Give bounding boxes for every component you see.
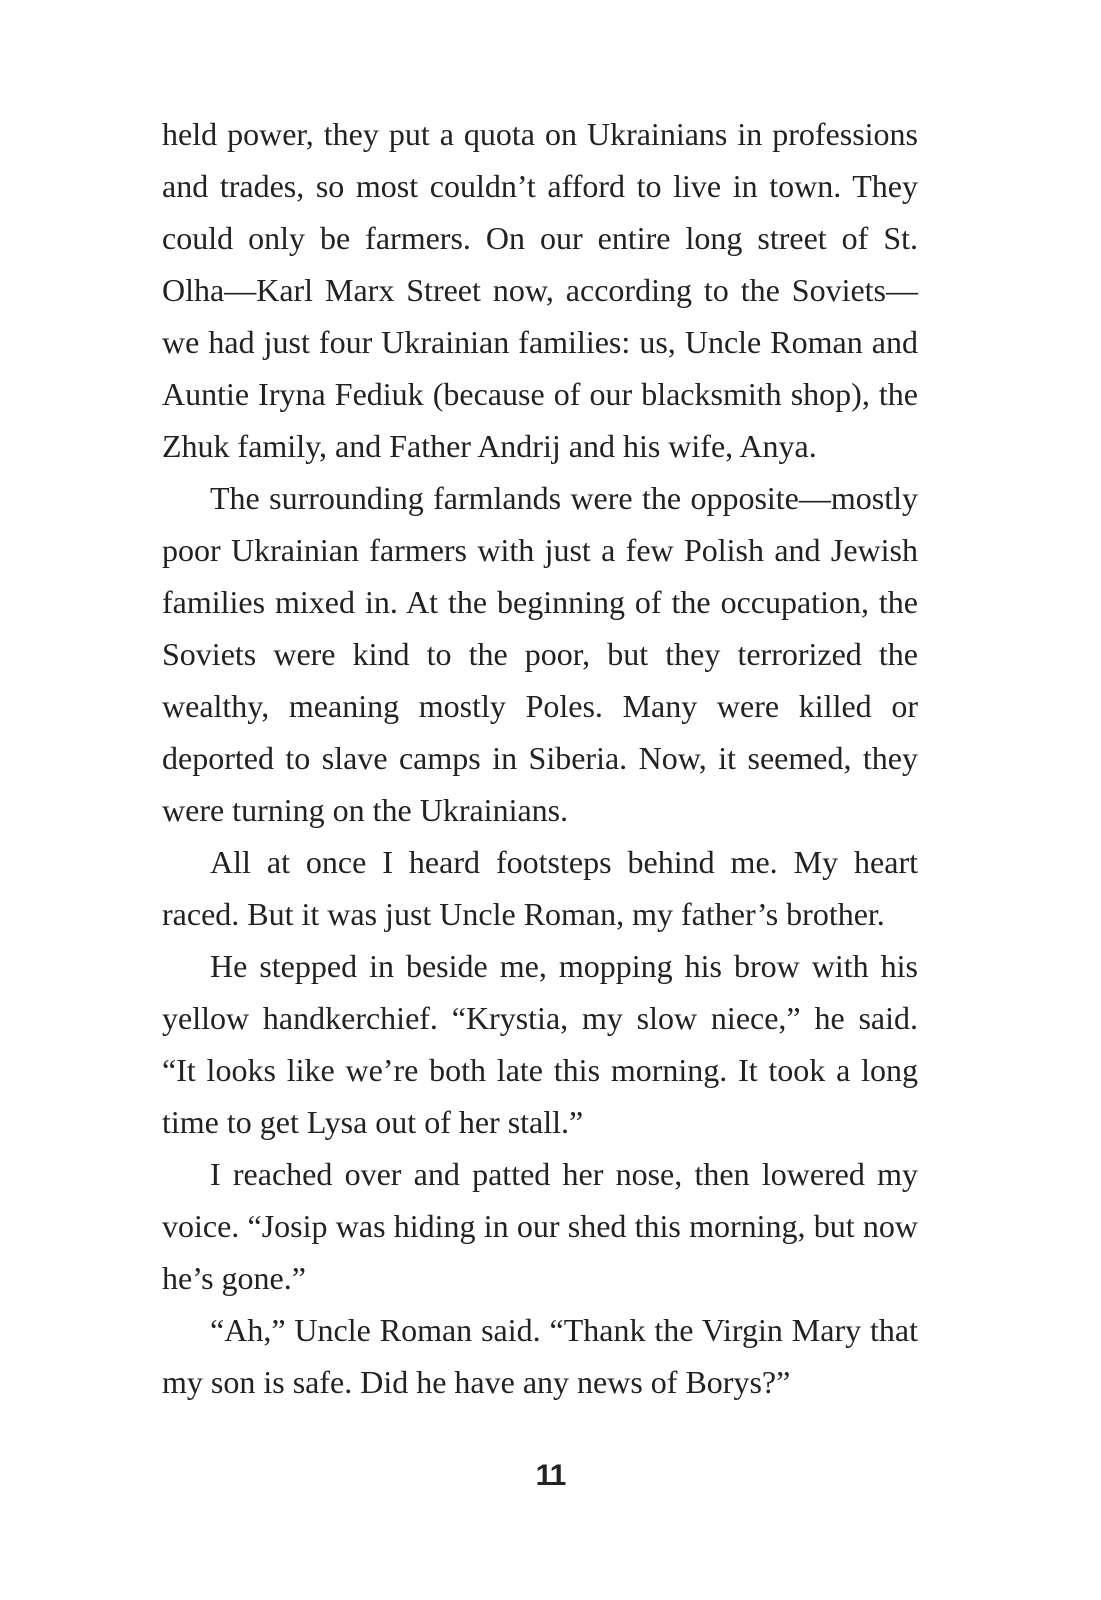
page-number: 11 xyxy=(535,1459,566,1492)
paragraph-4: He stepped in beside me, mopping his brow with his yellow handkerchief. “Krystia, my slow niece,” he said. “It looks like we’re both late this morning. It took a long time to get Lysa out of her stall.” xyxy=(162,948,918,1140)
paragraph-2: The surrounding farmlands were the opposite—mostly poor Ukrainian farmers with just a few Polish and Jewish families mixed in. At the beginning of the occupation, the Soviets were kind to the poor, but they terrorized the wealthy, meaning mostly Poles. Many were killed or deported to slave camps in Siberia. Now, it seemed, they were turning on the Ukrainians. xyxy=(162,480,918,828)
body-text xyxy=(162,108,918,1408)
paragraph-5: I reached over and patted her nose, then lowered my voice. “Josip was hiding in our shed this morning, but now he’s gone.” xyxy=(162,1156,918,1296)
paragraph-1: held power, they put a quota on Ukrainians in professions and trades, so most couldn’t afford to live in town. They could only be farmers. On our entire long street of St. Olha—Karl Marx Street now, according to the Soviets—we had just four Ukrainian families: us, Uncle Roman and Auntie Iryna Fediuk (because of our blacksmith shop), the Zhuk family, and Father Andrij and his wife, Anya. xyxy=(162,116,918,464)
paragraph-6: “Ah,” Uncle Roman said. “Thank the Virgin Mary that my son is safe. Did he have any news of Borys?” xyxy=(162,1312,918,1400)
paragraph-3: All at once I heard footsteps behind me. My heart raced. But it was just Uncle Roman, my father’s brother. xyxy=(162,844,918,932)
